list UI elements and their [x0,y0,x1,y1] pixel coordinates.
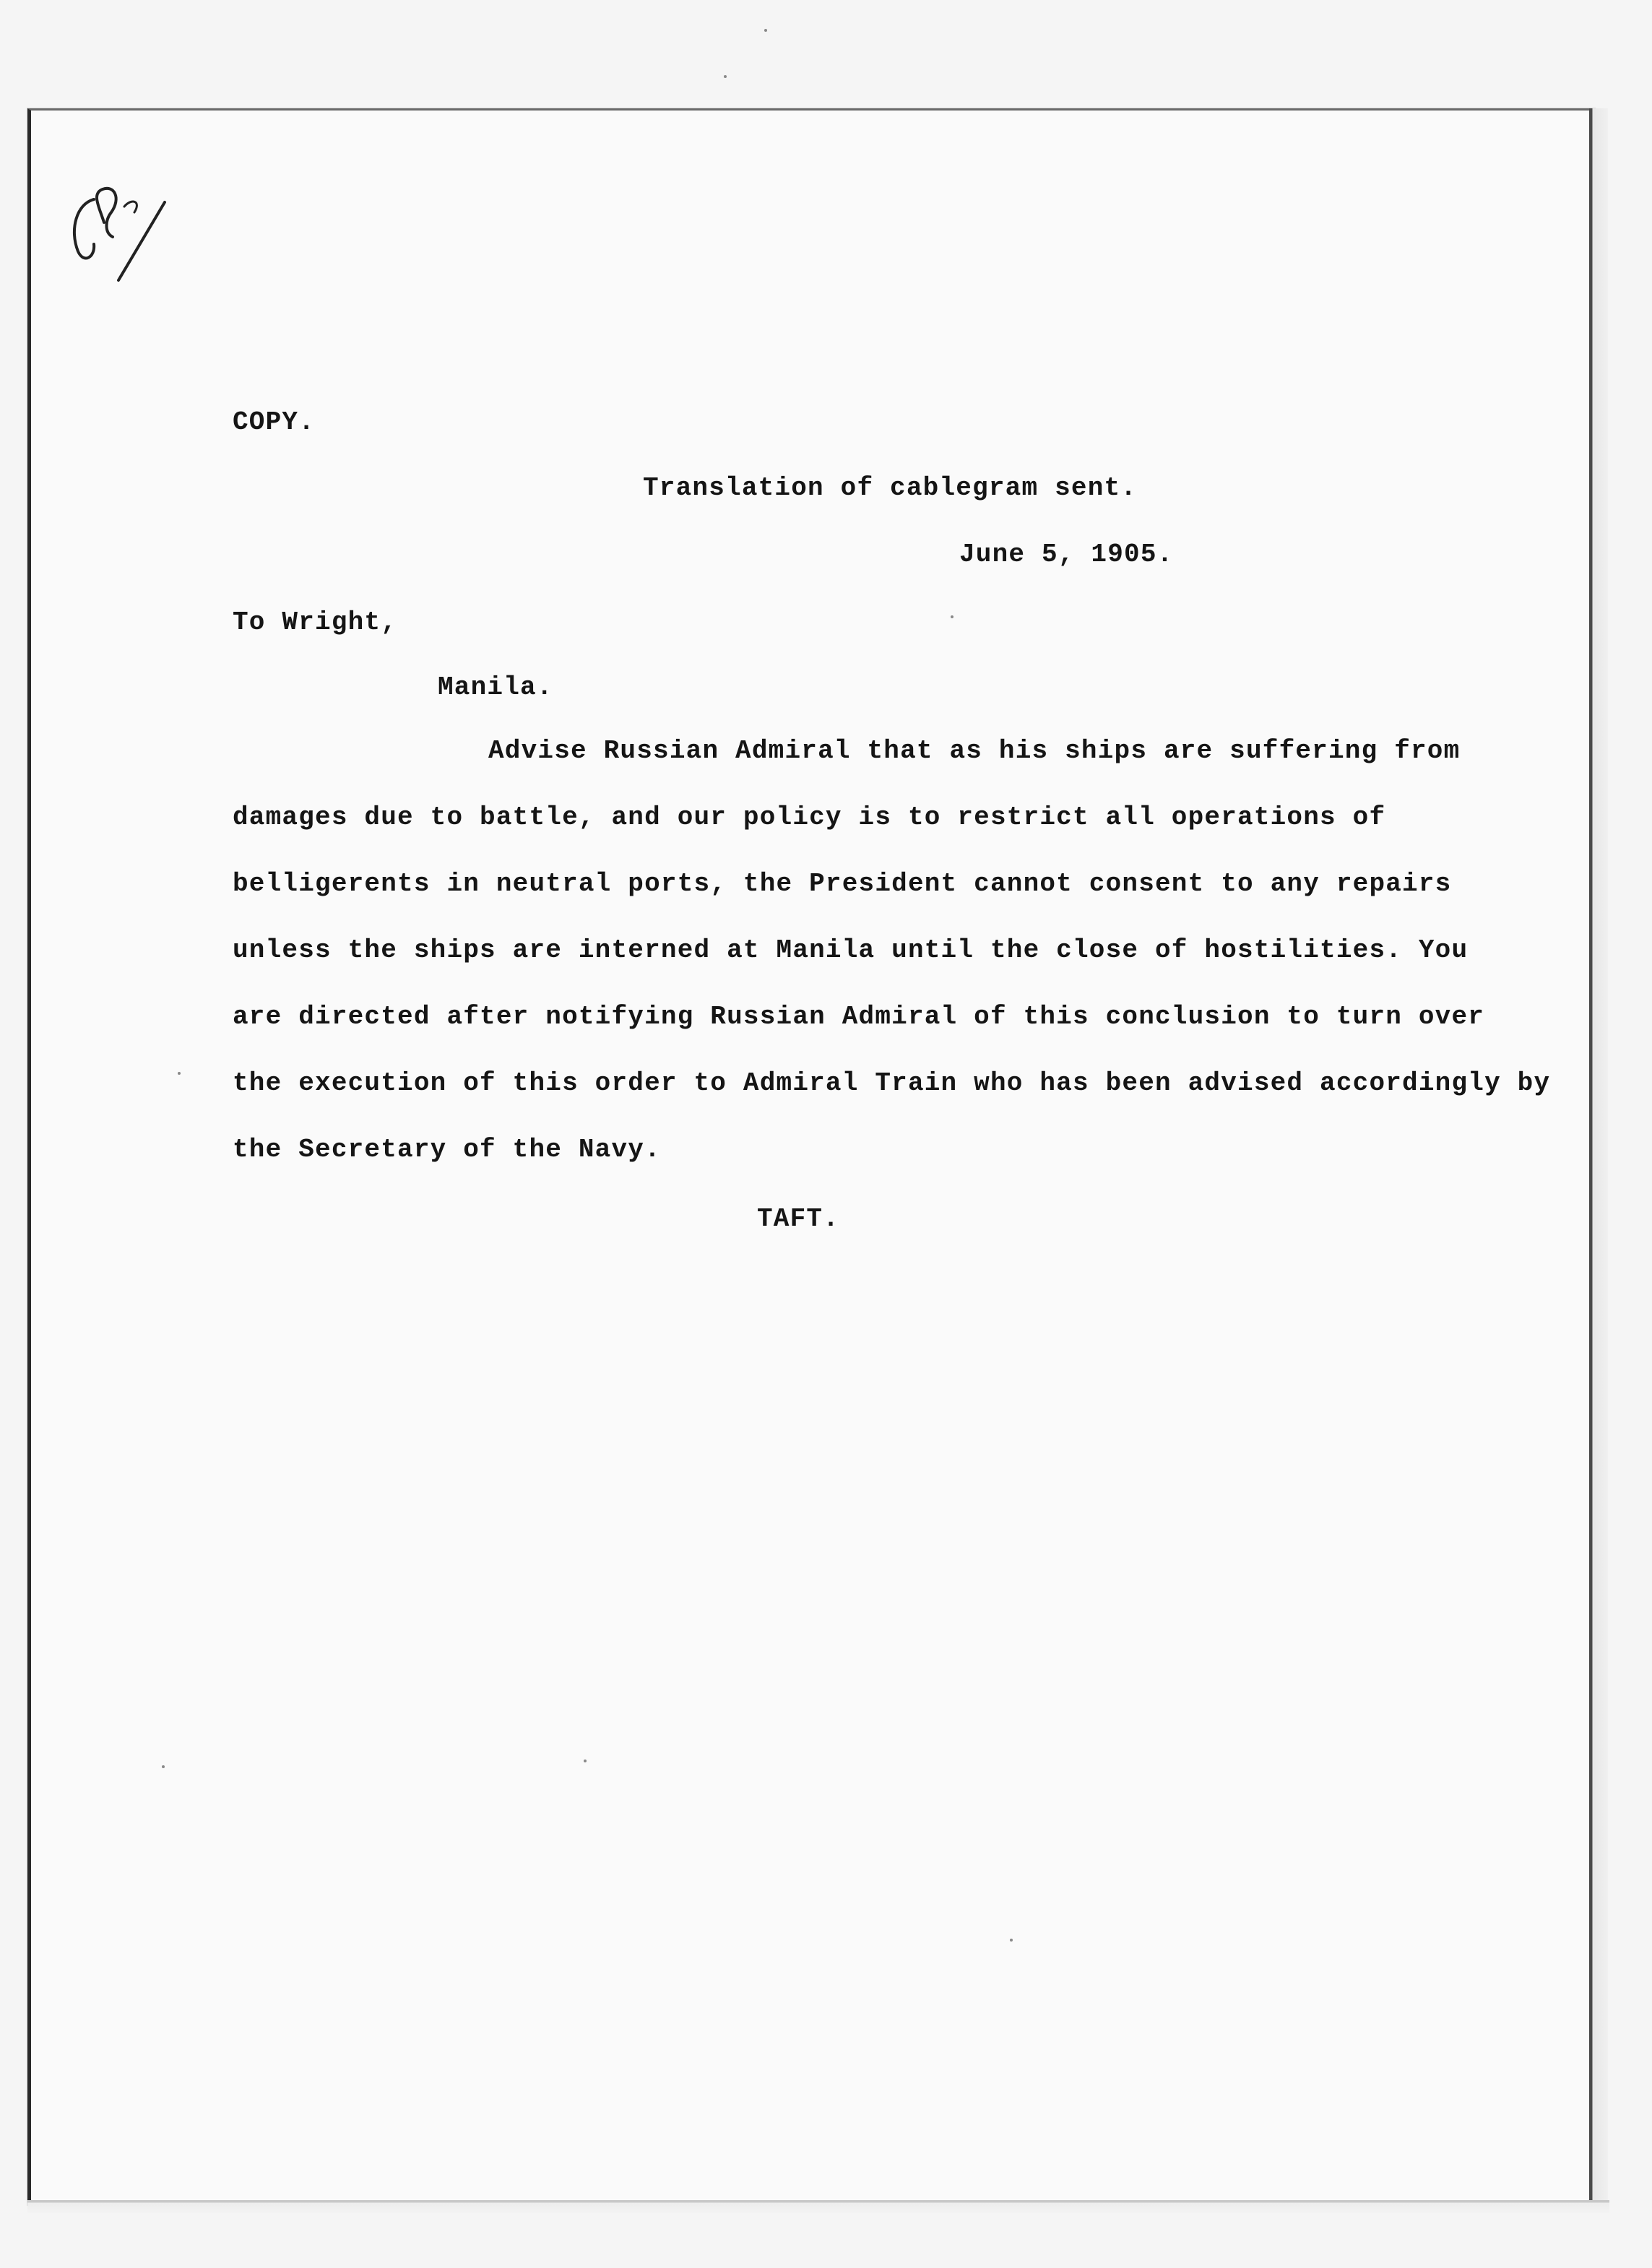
handwritten-mark-icon [62,172,178,295]
body-line: damages due to battle, and our policy is to restrict all operations of [233,802,1386,832]
body-line: are directed after notifying Russian Admiral of this conclusion to turn over [233,1002,1485,1031]
document-date: June 5, 1905. [959,540,1174,569]
signature: TAFT. [757,1204,840,1234]
body-line: the Secretary of the Navy. [233,1135,661,1164]
message-body [233,736,1551,1202]
paper-speck [951,615,953,618]
body-line: Advise Russian Admiral that as his ships are suffering from [488,736,1461,766]
body-line: unless the ships are interned at Manila until the close of hostilities. You [233,935,1469,965]
copy-label: COPY. [233,407,316,437]
paper-speck [764,29,767,32]
paper-speck [1010,1939,1013,1942]
addressee-location: Manila. [438,672,553,702]
paper-speck [178,1072,181,1075]
sheet-bottom-edge [27,2200,1609,2213]
sheet-right-edge [1589,108,1608,2210]
paper-speck [162,1765,165,1768]
paper-speck [724,75,727,78]
document-title: Translation of cablegram sent. [643,473,1138,503]
paper-speck [584,1760,587,1762]
body-line: the execution of this order to Admiral Train who has been advised accordingly by [233,1068,1551,1098]
addressee: To Wright, [233,607,398,637]
body-line: belligerents in neutral ports, the President cannot consent to any repairs [233,869,1452,899]
